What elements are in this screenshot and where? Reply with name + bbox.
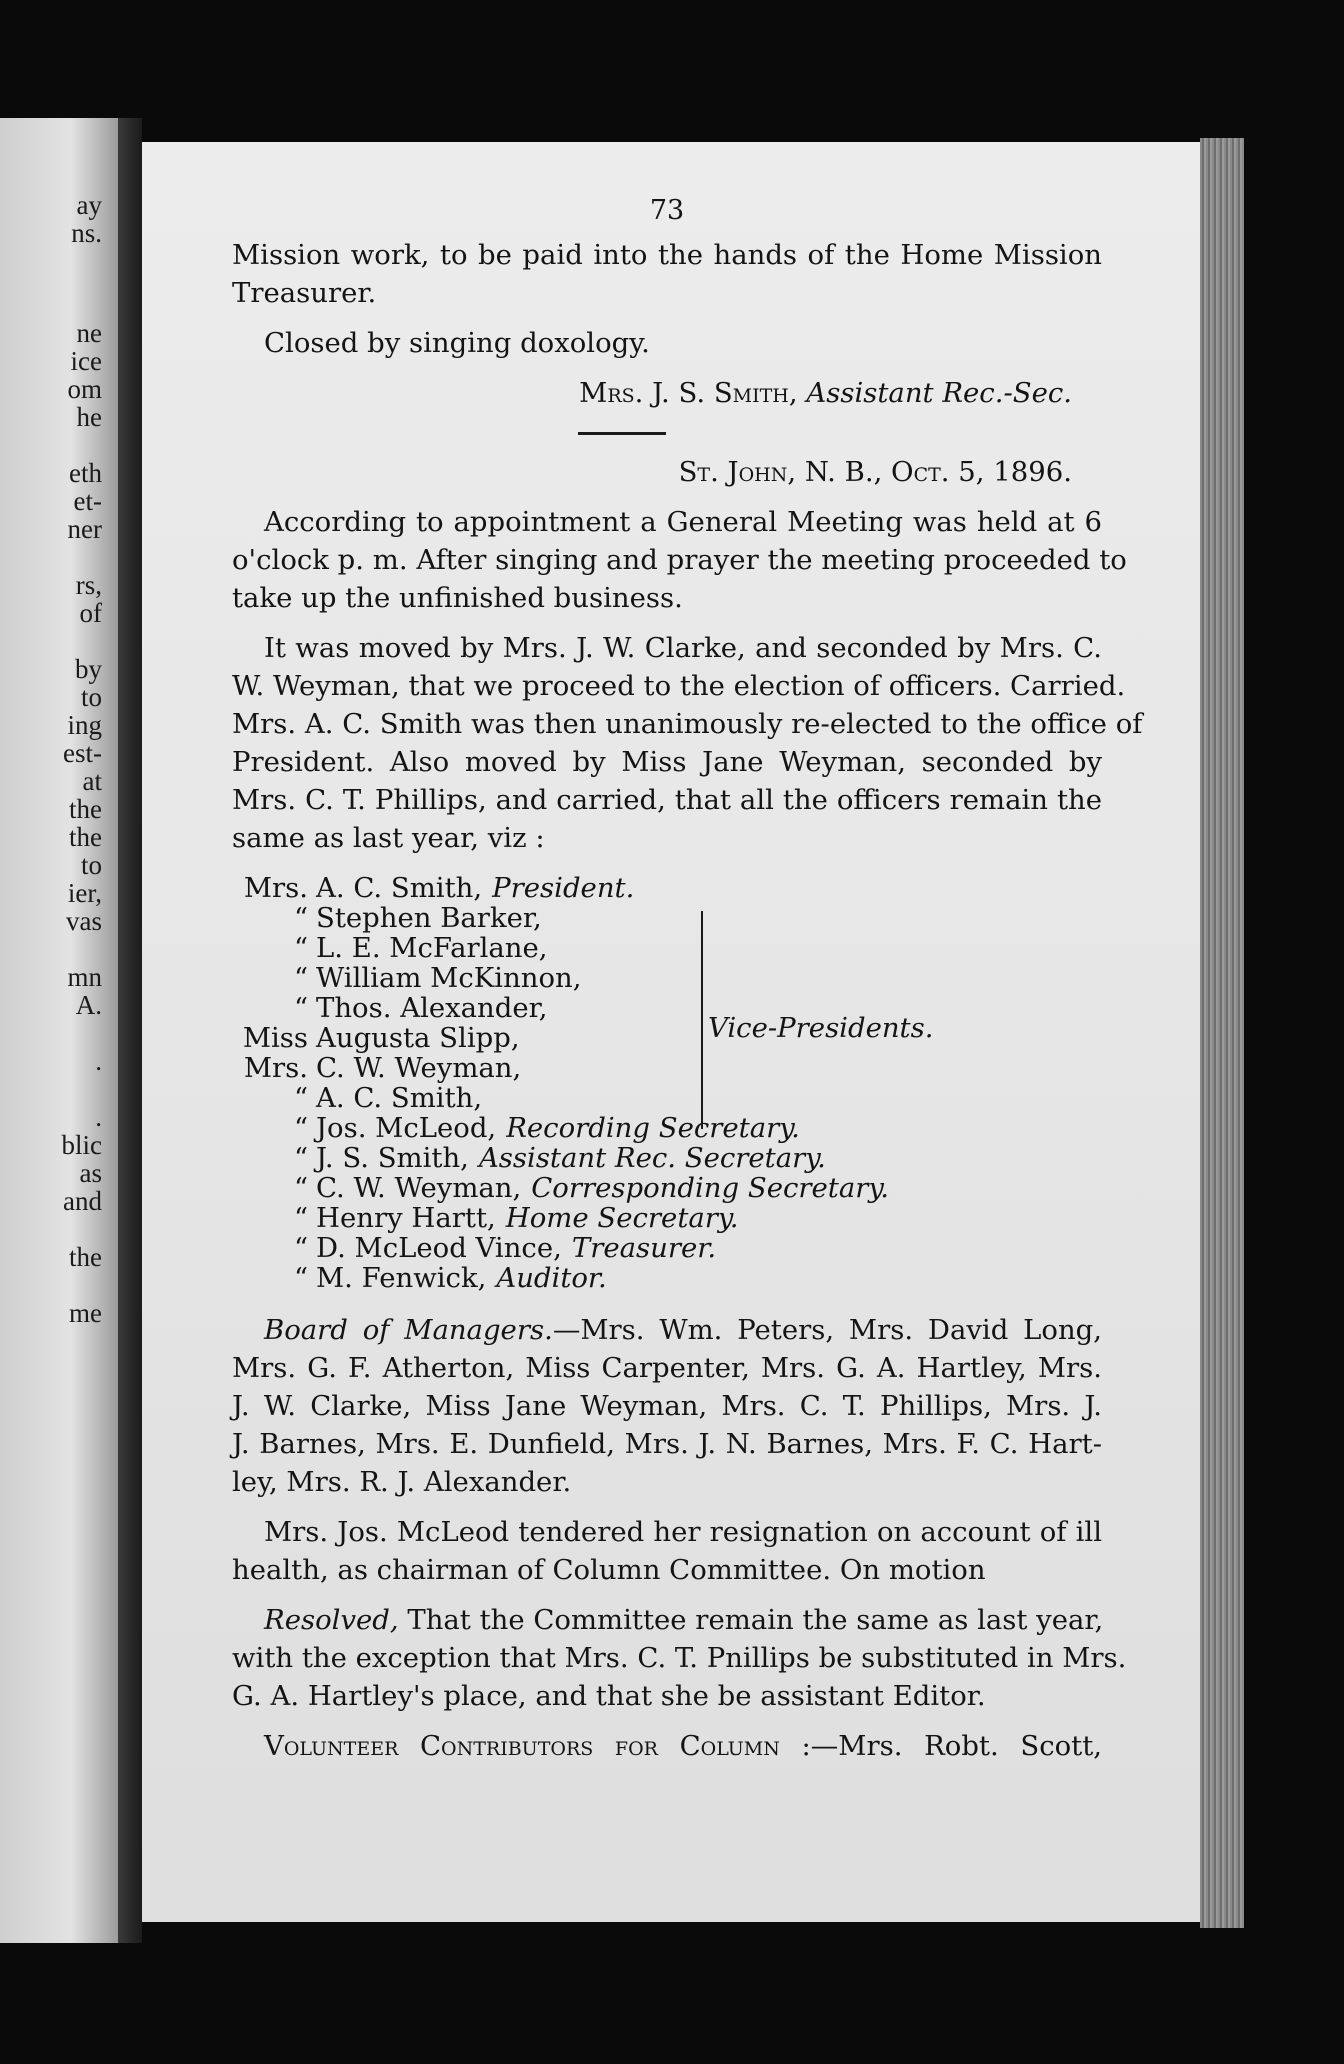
paragraph-resignation [232,1513,1102,1589]
signature-name: Mrs. J. S. Smith, [579,377,798,409]
volunteer-rest: —Mrs. Robt. Scott, [810,1730,1102,1762]
left-page-fragment: ier, [67,878,102,908]
officer-title: “ [293,932,308,964]
left-page-fragment: rs, [75,570,102,600]
left-facing-page [0,118,118,1943]
resolved-line: G. A. Hartley's place, and that she be assistant Editor. [232,1680,986,1712]
officer-name: Thos. Alexander, [316,992,548,1024]
left-page-fragment: om [67,374,102,404]
left-page-fragment: ice [70,346,102,376]
board-line: J. W. Clarke, Miss Jane Weyman, Mrs. C. T. Phillips, Mrs. J. [232,1390,1102,1422]
continuation-line-2: Treasurer. [232,277,377,309]
officer-title: “ [293,1262,308,1294]
board-line: ley, Mrs. R. J. Alexander. [232,1466,572,1498]
officer-title: “ [293,902,308,934]
left-page-fragment: . [95,1102,102,1132]
resignation-line: Mrs. Jos. McLeod tendered her resignation on account of ill [264,1516,1102,1548]
officer-title: Mrs. [243,1052,308,1084]
continuation-line-1: Mission work, to be paid into the hands of the Home Mission [232,239,1102,271]
left-page-fragment: the [69,822,102,852]
officer-name: A. C. Smith, [316,1082,483,1114]
officer-title: “ [293,1082,308,1114]
officer-role: President. [492,872,635,904]
left-page-fragment: . [95,1046,102,1076]
para2-line: Mrs. C. T. Phillips, and carried, that all the officers remain the [232,784,1102,816]
resolved-line: with the exception that Mrs. C. T. Pnillips be substituted in Mrs. [232,1642,1127,1674]
left-page-fragment: ne [76,318,102,348]
board-line [232,1311,1102,1349]
left-page-fragment: A. [75,990,102,1020]
book-gutter [118,118,142,1943]
board-heading: Board of Managers. [264,1314,553,1346]
left-page-fragment: ay [76,190,102,220]
para2-line: President. Also moved by Miss Jane Weyman, seconded by [232,746,1102,778]
left-page-fragment: and [63,1186,102,1216]
officer-name: Jos. McLeod, [316,1112,497,1144]
resignation-line: health, as chairman of Column Committee. On motion [232,1554,986,1586]
officer-role: Assistant Rec. Secretary. [478,1142,826,1174]
board-line: J. Barnes, Mrs. E. Dunfield, Mrs. J. N. Barnes, Mrs. F. C. Hart- [232,1428,1102,1460]
officer-name: Stephen Barker, [316,902,542,934]
left-page-fragment: mn [67,962,102,992]
officer-role: Auditor. [496,1262,607,1294]
officer-name: M. Fenwick, [316,1262,487,1294]
left-page-fragment: by [75,654,102,684]
page-edges [1200,138,1244,1928]
board-line-text: —Mrs. Wm. Peters, Mrs. David Long, [552,1314,1102,1346]
paragraph-board [232,1311,1102,1501]
paragraph-election [232,629,1143,857]
section-rule [578,432,666,435]
left-page-fragment: he [76,402,102,432]
resolved-line [232,1601,1102,1639]
officer-role: Recording Secretary. [506,1112,800,1144]
left-page-fragment: as [79,1158,102,1188]
vice-presidents-label: Vice-Presidents. [708,1012,934,1044]
main-page [142,142,1200,1922]
signature-title: Assistant Rec.-Sec. [806,377,1072,409]
left-page-fragment: et- [73,486,102,516]
page-number: 73 [649,195,685,226]
officer-name: Henry Hartt, [316,1202,496,1234]
volunteer-label: Volunteer Contributors for Column : [264,1730,811,1762]
officer-title: “ [293,1202,308,1234]
officer-name: Augusta Slipp, [316,1022,520,1054]
signature [232,374,1102,412]
left-page-fragment: est- [63,738,102,768]
officer-name: J. S. Smith, [316,1142,469,1174]
left-page-fragment: blic [61,1130,102,1160]
officer-row [232,1259,607,1297]
left-page-fragment: me [69,1298,102,1328]
left-page-fragment: the [69,1242,102,1272]
para1-line: According to appointment a General Meeting was held at 6 [264,506,1102,538]
officer-name: William McKinnon, [316,962,582,994]
officer-title: “ [293,1232,308,1264]
resolved-word: Resolved, [264,1604,399,1636]
dateline: St. John, N. B., Oct. 5, 1896. [678,456,1072,488]
left-page-fragment: vas [66,906,102,936]
left-page-fragment: eth [69,458,102,488]
paragraph-meeting [232,503,1127,617]
officer-role: Corresponding Secretary. [531,1172,890,1204]
para2-line: same as last year, viz : [232,822,545,854]
volunteer-line [232,1727,1102,1765]
para1-line: take up the unfinished business. [232,582,683,614]
officer-name: C. W. Weyman, [316,1052,522,1084]
left-page-fragment: to [80,682,102,712]
paragraph-resolved [232,1601,1127,1715]
officer-name: A. C. Smith, [316,872,483,904]
officer-title: “ [293,1172,308,1204]
vice-president-brace [687,911,703,1129]
officer-title: Miss [242,1022,308,1054]
officer-title: “ [293,992,308,1024]
officer-title: “ [293,962,308,994]
left-page-fragment: of [79,598,102,628]
officer-title: Mrs. [243,872,308,904]
officer-role: Treasurer. [571,1232,717,1264]
officer-name: C. W. Weyman, [316,1172,522,1204]
left-page-fragment: ner [67,514,102,544]
officer-name: L. E. McFarlane, [316,932,548,964]
left-page-fragment: to [80,850,102,880]
officer-title: “ [293,1142,308,1174]
officer-title: “ [293,1112,308,1144]
left-page-fragment: at [82,766,102,796]
closing-line: Closed by singing doxology. [264,327,650,359]
resolved-line-text: That the Committee remain the same as last year, [398,1604,1104,1636]
para2-line: It was moved by Mrs. J. W. Clarke, and seconded by Mrs. C. [264,632,1102,664]
left-page-fragment: ing [67,710,102,740]
officer-role: Home Secretary. [505,1202,739,1234]
officer-name: D. McLeod Vince, [316,1232,562,1264]
left-page-fragment: the [69,794,102,824]
page-text [232,192,1143,1765]
officers-list [232,869,1102,1299]
para1-line: o'clock p. m. After singing and prayer the meeting proceeded to [232,544,1127,576]
para2-line: W. Weyman, that we proceed to the election of officers. Carried. [232,670,1126,702]
board-line: Mrs. G. F. Atherton, Miss Carpenter, Mrs. G. A. Hartley, Mrs. [232,1352,1102,1384]
left-page-fragment: ns. [71,218,102,248]
para2-line: Mrs. A. C. Smith was then unanimously re-elected to the office of [232,708,1143,740]
